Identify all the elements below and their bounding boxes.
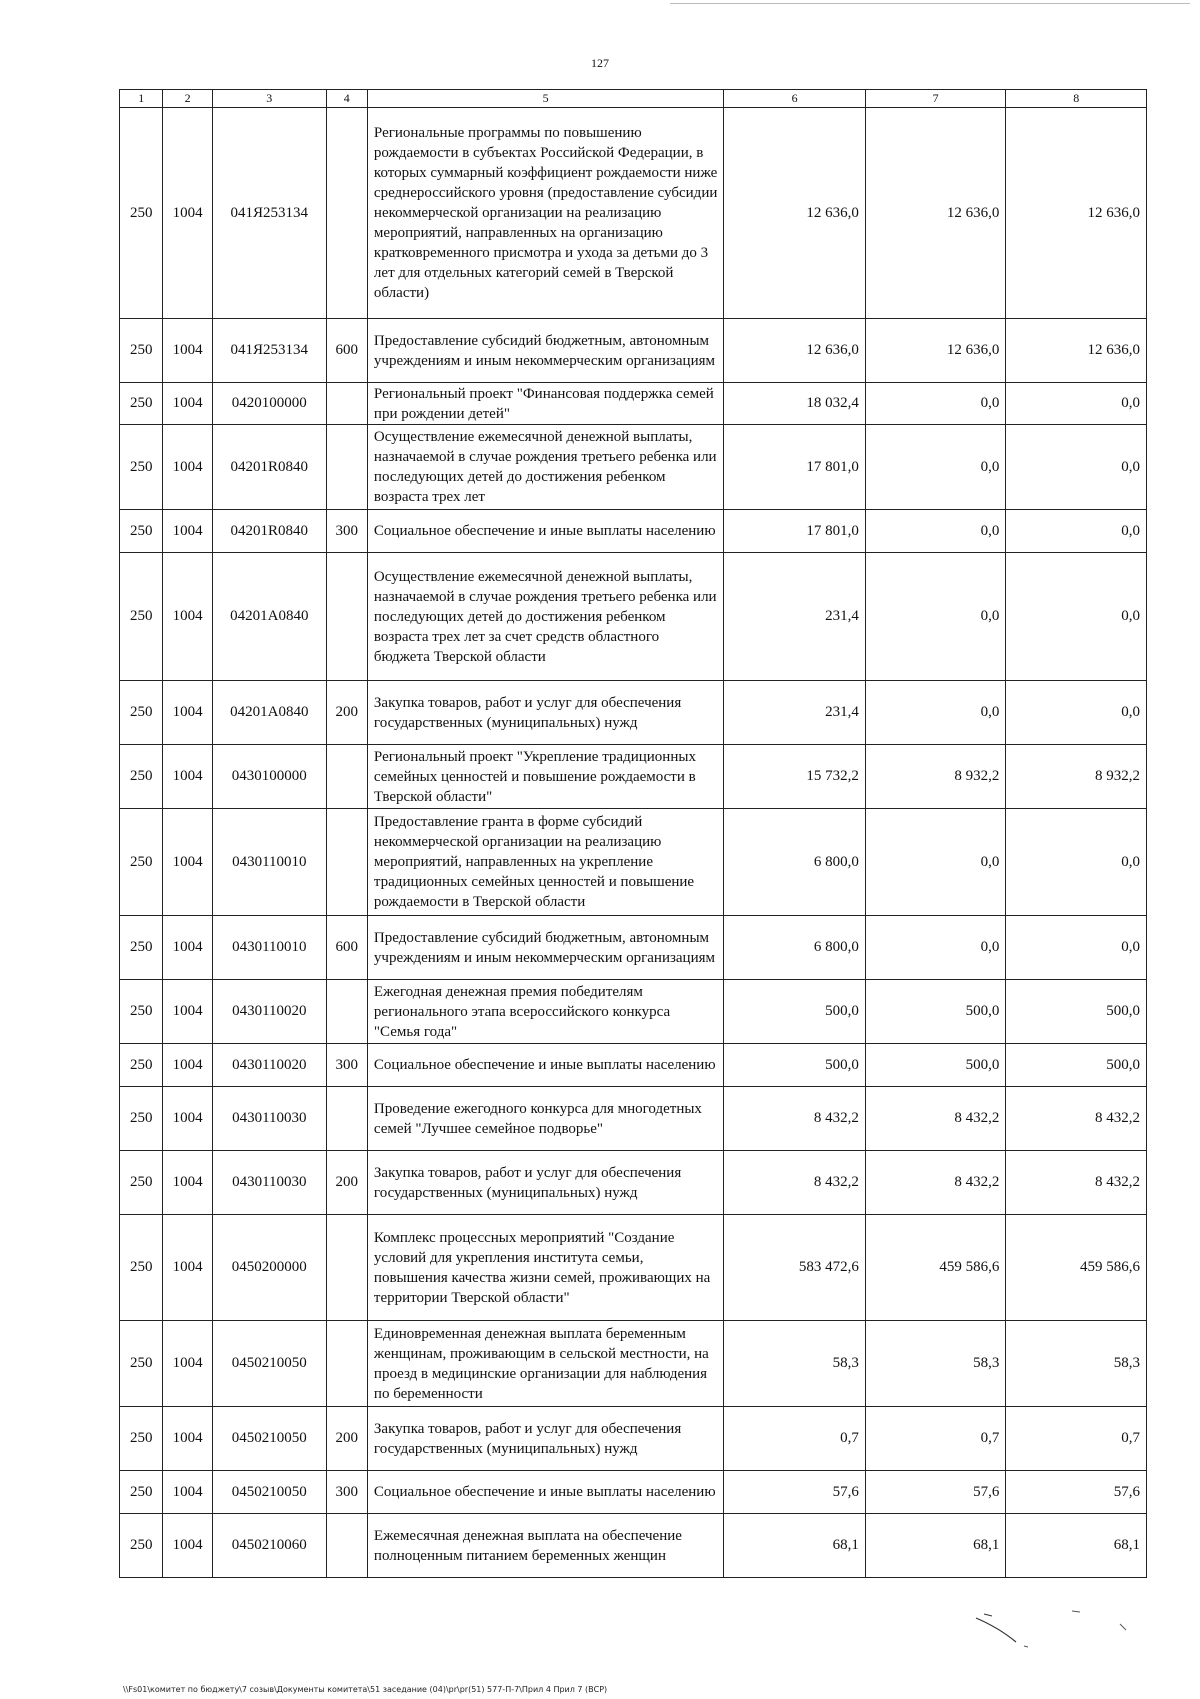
amount-cell-col8: 0,0 [1006,510,1147,553]
amount-cell-col6: 8 432,2 [724,1087,866,1151]
table-row [120,809,1147,916]
description-cell: Социальное обеспечение и иные выплаты населению [367,1044,723,1087]
amount-cell-col8: 459 586,6 [1006,1215,1147,1321]
target-article-cell: 0430110030 [212,1087,326,1151]
amount-cell-col6: 231,4 [724,553,866,681]
target-article-cell: 0450210050 [212,1471,326,1514]
table-row [120,319,1147,383]
table-row [120,108,1147,319]
table-row [120,1151,1147,1215]
amount-cell-col6: 583 472,6 [724,1215,866,1321]
amount-cell-col7: 57,6 [865,1471,1006,1514]
section-code-cell: 1004 [163,383,213,425]
description-cell: Региональный проект "Укрепление традиционных семейных ценностей и повышение рождаемости в Тверской области" [367,745,723,809]
table-row [120,1321,1147,1407]
amount-cell-col7: 0,0 [865,553,1006,681]
amount-cell-col7: 12 636,0 [865,108,1006,319]
admin-code-cell: 250 [120,553,163,681]
file-path-footer: \\Fs01\комитет по бюджету\7 созыв\Документы комитета\51 заседание (04)\pr\pr(51) 577-П-7\Прил 4 Прил 7 (ВСР) [123,1685,608,1694]
column-header-1: 1 [120,90,163,108]
column-header-6: 6 [724,90,866,108]
amount-cell-col7: 0,0 [865,383,1006,425]
amount-cell-col7: 500,0 [865,1044,1006,1087]
amount-cell-col7: 459 586,6 [865,1215,1006,1321]
admin-code-cell: 250 [120,809,163,916]
section-code-cell: 1004 [163,916,213,980]
description-cell: Социальное обеспечение и иные выплаты населению [367,1471,723,1514]
amount-cell-col6: 57,6 [724,1471,866,1514]
description-cell: Осуществление ежемесячной денежной выплаты, назначаемой в случае рождения третьего ребенка или последующих детей до достижения ребенком возраста трех лет [367,425,723,510]
target-article-cell: 0430110010 [212,916,326,980]
amount-cell-col6: 58,3 [724,1321,866,1407]
admin-code-cell: 250 [120,319,163,383]
admin-code-cell: 250 [120,1087,163,1151]
section-code-cell: 1004 [163,1471,213,1514]
table-row [120,425,1147,510]
target-article-cell: 041Я253134 [212,108,326,319]
expense-type-cell: 200 [326,681,367,745]
amount-cell-col6: 17 801,0 [724,425,866,510]
target-article-cell: 0430110030 [212,1151,326,1215]
amount-cell-col6: 68,1 [724,1514,866,1578]
amount-cell-col6: 500,0 [724,980,866,1044]
handwritten-mark [970,1600,1140,1660]
amount-cell-col6: 12 636,0 [724,108,866,319]
admin-code-cell: 250 [120,681,163,745]
description-cell: Закупка товаров, работ и услуг для обеспечения государственных (муниципальных) нужд [367,1151,723,1215]
amount-cell-col6: 18 032,4 [724,383,866,425]
table-row [120,1471,1147,1514]
amount-cell-col8: 0,0 [1006,681,1147,745]
table-row [120,1044,1147,1087]
section-code-cell: 1004 [163,553,213,681]
expense-type-cell: 600 [326,916,367,980]
column-header-4: 4 [326,90,367,108]
expense-type-cell [326,553,367,681]
table-row [120,1087,1147,1151]
amount-cell-col7: 8 432,2 [865,1151,1006,1215]
amount-cell-col8: 8 932,2 [1006,745,1147,809]
table-row [120,1215,1147,1321]
expense-type-cell [326,1215,367,1321]
amount-cell-col7: 0,7 [865,1407,1006,1471]
description-cell: Ежемесячная денежная выплата на обеспечение полноценным питанием беременных женщин [367,1514,723,1578]
table-row [120,1514,1147,1578]
section-code-cell: 1004 [163,510,213,553]
amount-cell-col6: 500,0 [724,1044,866,1087]
amount-cell-col6: 231,4 [724,681,866,745]
amount-cell-col6: 6 800,0 [724,916,866,980]
admin-code-cell: 250 [120,745,163,809]
amount-cell-col7: 0,0 [865,809,1006,916]
description-cell: Предоставление субсидий бюджетным, автономным учреждениям и иным некоммерческим организациям [367,319,723,383]
target-article-cell: 04201R0840 [212,510,326,553]
expense-type-cell: 300 [326,510,367,553]
section-code-cell: 1004 [163,809,213,916]
admin-code-cell: 250 [120,980,163,1044]
table-row [120,980,1147,1044]
admin-code-cell: 250 [120,1471,163,1514]
amount-cell-col7: 0,0 [865,510,1006,553]
description-cell: Предоставление гранта в форме субсидий некоммерческой организации на реализацию мероприятий, направленных на укрепление традиционных семейных ценностей и повышение рождаемости в Тверской области [367,809,723,916]
description-cell: Региональный проект "Финансовая поддержка семей при рождении детей" [367,383,723,425]
amount-cell-col8: 0,0 [1006,553,1147,681]
description-cell: Закупка товаров, работ и услуг для обеспечения государственных (муниципальных) нужд [367,681,723,745]
amount-cell-col6: 17 801,0 [724,510,866,553]
expense-type-cell: 300 [326,1471,367,1514]
description-cell: Ежегодная денежная премия победителям регионального этапа всероссийского конкурса "Семья года" [367,980,723,1044]
amount-cell-col8: 0,0 [1006,425,1147,510]
target-article-cell: 0430110010 [212,809,326,916]
admin-code-cell: 250 [120,425,163,510]
target-article-cell: 041Я253134 [212,319,326,383]
table-row [120,1407,1147,1471]
expense-type-cell [326,1321,367,1407]
admin-code-cell: 250 [120,1151,163,1215]
amount-cell-col6: 0,7 [724,1407,866,1471]
section-code-cell: 1004 [163,319,213,383]
expense-type-cell: 600 [326,319,367,383]
description-cell: Региональные программы по повышению рождаемости в субъектах Российской Федерации, в которых суммарный коэффициент рождаемости ниже среднероссийского уровня (предоставление субсидии некоммерческой организации на реализацию мероприятий, направленных на организацию кратковременного присмотра и ухода за детьми до 3 лет для отдельных категорий семей в Тверской области) [367,108,723,319]
expense-type-cell [326,809,367,916]
target-article-cell: 0450210050 [212,1321,326,1407]
amount-cell-col8: 58,3 [1006,1321,1147,1407]
amount-cell-col8: 0,7 [1006,1407,1147,1471]
amount-cell-col8: 8 432,2 [1006,1087,1147,1151]
table-row [120,383,1147,425]
section-code-cell: 1004 [163,1044,213,1087]
target-article-cell: 0430100000 [212,745,326,809]
admin-code-cell: 250 [120,1215,163,1321]
amount-cell-col8: 12 636,0 [1006,319,1147,383]
table-row [120,916,1147,980]
expense-type-cell [326,108,367,319]
admin-code-cell: 250 [120,1044,163,1087]
amount-cell-col7: 0,0 [865,425,1006,510]
expense-type-cell [326,1514,367,1578]
top-border-line [670,3,1190,4]
target-article-cell: 04201A0840 [212,681,326,745]
amount-cell-col8: 0,0 [1006,383,1147,425]
amount-cell-col7: 58,3 [865,1321,1006,1407]
amount-cell-col6: 12 636,0 [724,319,866,383]
amount-cell-col8: 500,0 [1006,1044,1147,1087]
amount-cell-col8: 0,0 [1006,809,1147,916]
expense-type-cell [326,980,367,1044]
column-header-3: 3 [212,90,326,108]
target-article-cell: 0450200000 [212,1215,326,1321]
amount-cell-col7: 0,0 [865,916,1006,980]
table-row [120,510,1147,553]
target-article-cell: 0430110020 [212,980,326,1044]
budget-table [119,89,1147,1578]
admin-code-cell: 250 [120,1514,163,1578]
amount-cell-col7: 500,0 [865,980,1006,1044]
section-code-cell: 1004 [163,1151,213,1215]
column-number-row [120,90,1147,108]
expense-type-cell: 200 [326,1151,367,1215]
amount-cell-col7: 8 432,2 [865,1087,1006,1151]
description-cell: Закупка товаров, работ и услуг для обеспечения государственных (муниципальных) нужд [367,1407,723,1471]
description-cell: Проведение ежегодного конкурса для многодетных семей "Лучшее семейное подворье" [367,1087,723,1151]
amount-cell-col6: 8 432,2 [724,1151,866,1215]
column-header-8: 8 [1006,90,1147,108]
target-article-cell: 0450210050 [212,1407,326,1471]
expense-type-cell: 300 [326,1044,367,1087]
admin-code-cell: 250 [120,1321,163,1407]
amount-cell-col8: 8 432,2 [1006,1151,1147,1215]
amount-cell-col7: 8 932,2 [865,745,1006,809]
admin-code-cell: 250 [120,383,163,425]
target-article-cell: 0420100000 [212,383,326,425]
amount-cell-col8: 57,6 [1006,1471,1147,1514]
section-code-cell: 1004 [163,681,213,745]
expense-type-cell: 200 [326,1407,367,1471]
target-article-cell: 04201R0840 [212,425,326,510]
admin-code-cell: 250 [120,108,163,319]
column-header-5: 5 [367,90,723,108]
target-article-cell: 0450210060 [212,1514,326,1578]
section-code-cell: 1004 [163,425,213,510]
amount-cell-col8: 0,0 [1006,916,1147,980]
expense-type-cell [326,425,367,510]
amount-cell-col7: 68,1 [865,1514,1006,1578]
target-article-cell: 0430110020 [212,1044,326,1087]
description-cell: Единовременная денежная выплата беременным женщинам, проживающим в сельской местности, на проезд в медицинские организации для наблюдения по беременности [367,1321,723,1407]
page-number: 127 [591,56,609,70]
amount-cell-col8: 500,0 [1006,980,1147,1044]
section-code-cell: 1004 [163,1514,213,1578]
table-row [120,681,1147,745]
admin-code-cell: 250 [120,1407,163,1471]
expense-type-cell [326,1087,367,1151]
amount-cell-col6: 6 800,0 [724,809,866,916]
target-article-cell: 04201A0840 [212,553,326,681]
section-code-cell: 1004 [163,1321,213,1407]
description-cell: Социальное обеспечение и иные выплаты населению [367,510,723,553]
table-row [120,745,1147,809]
description-cell: Предоставление субсидий бюджетным, автономным учреждениям и иным некоммерческим организациям [367,916,723,980]
description-cell: Осуществление ежемесячной денежной выплаты, назначаемой в случае рождения третьего ребенка или последующих детей до достижения ребенком возраста трех лет за счет средств областного бюджета Тверской области [367,553,723,681]
amount-cell-col8: 12 636,0 [1006,108,1147,319]
amount-cell-col7: 12 636,0 [865,319,1006,383]
amount-cell-col6: 15 732,2 [724,745,866,809]
section-code-cell: 1004 [163,1407,213,1471]
section-code-cell: 1004 [163,1087,213,1151]
description-cell: Комплекс процессных мероприятий "Создание условий для укрепления института семьи, повышения качества жизни семей, проживающих на территории Тверской области" [367,1215,723,1321]
amount-cell-col8: 68,1 [1006,1514,1147,1578]
section-code-cell: 1004 [163,980,213,1044]
column-header-2: 2 [163,90,213,108]
expense-type-cell [326,383,367,425]
section-code-cell: 1004 [163,108,213,319]
admin-code-cell: 250 [120,916,163,980]
column-header-7: 7 [865,90,1006,108]
expense-type-cell [326,745,367,809]
amount-cell-col7: 0,0 [865,681,1006,745]
section-code-cell: 1004 [163,745,213,809]
admin-code-cell: 250 [120,510,163,553]
table-row [120,553,1147,681]
section-code-cell: 1004 [163,1215,213,1321]
